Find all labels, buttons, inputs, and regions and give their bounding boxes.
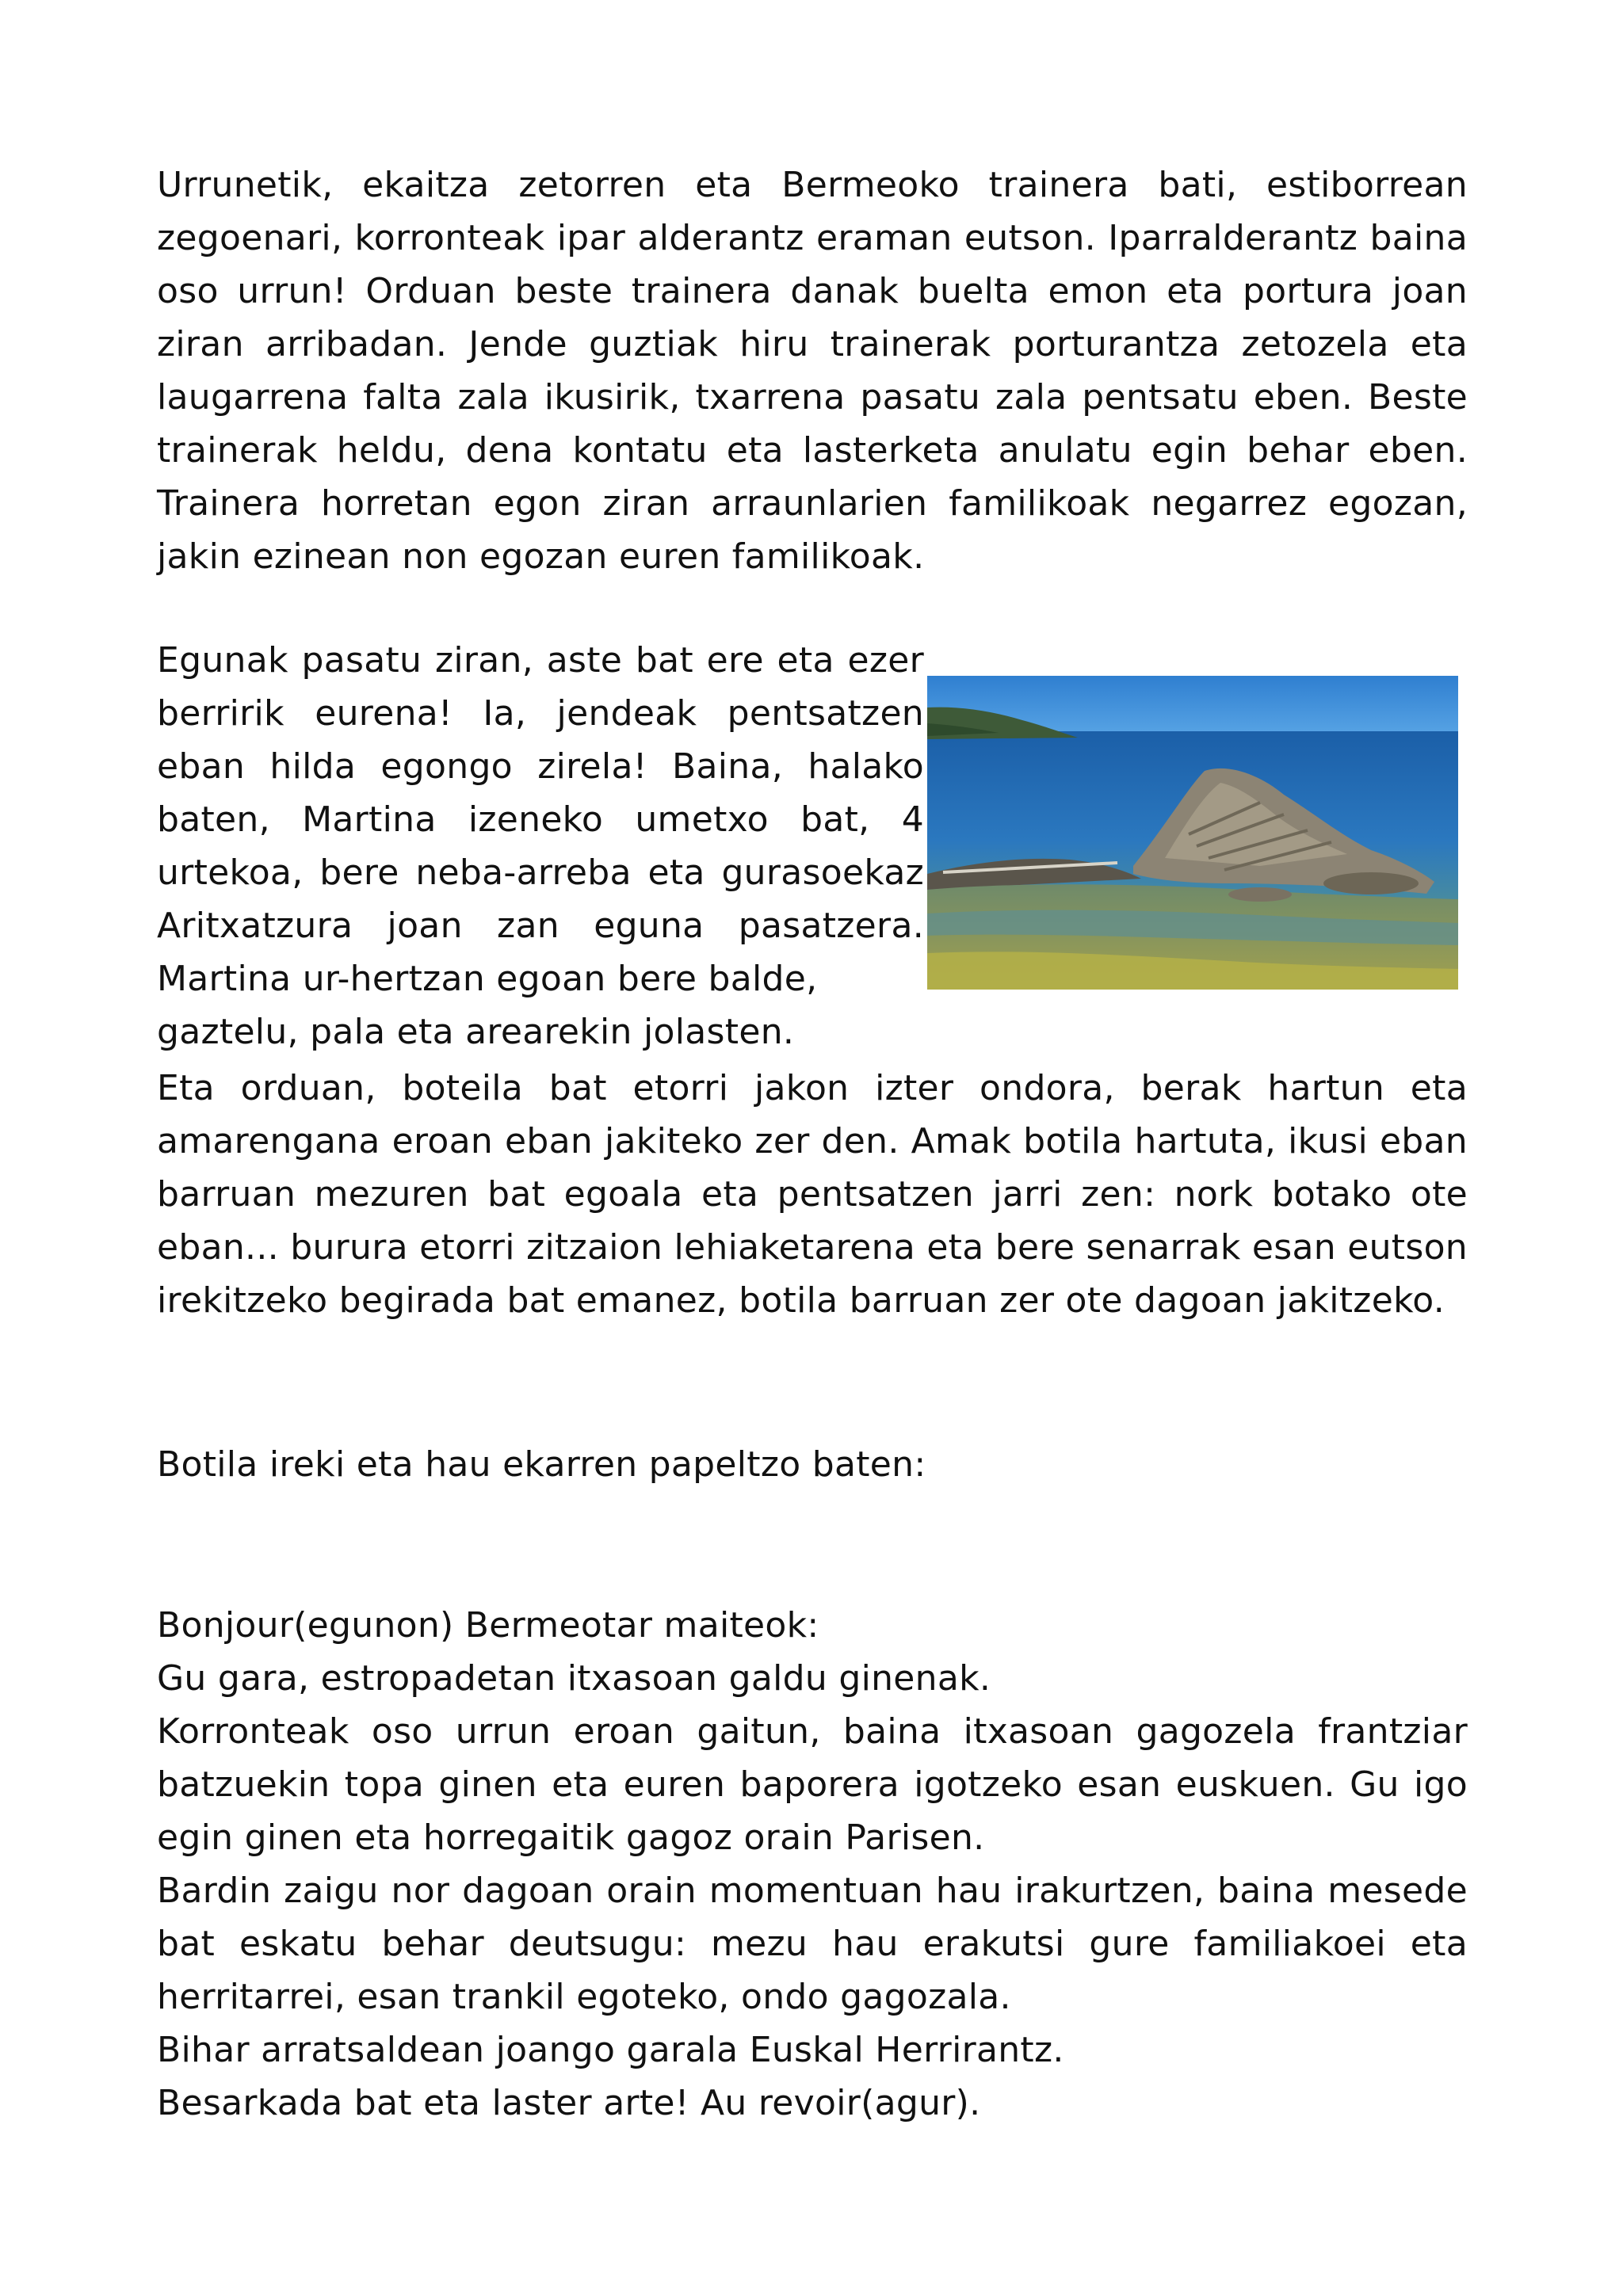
letter-line-4: Bihar arratsaldean joango garala Euskal Herrirantz.	[157, 2030, 1064, 2070]
paragraph-1: Urrunetik, ekaitza zetorren eta Bermeoko trainera bati, estiborrean zegoenari, korronteak ipar alderantz eraman eutson. Iparralderantz baina oso urrun! Orduan beste trainera danak buelta emon eta portura joan ziran arribadan. Jende guztiak hiru trainerak porturantza zetozela eta laugarrena falta zala ikusirik, txarrena pasatu zala pentsatu eben. Beste trainerak heldu, dena kontatu eta lasterketa anulatu egin behar eben. Trainera horretan egon ziran arraunlarien familikoak negarrez egozan, jakin ezinean non egozan euren familikoak.	[157, 165, 1468, 577]
paragraph-3: Eta orduan, boteila bat etorri jakon izter ondora, berak hartun eta amarengana eroan eban jakiteko zer den. Amak botila hartuta, ikusi eban barruan mezuren bat egoala eta pentsatzen jarri zen: nork botako ote eban... burura etorri zitzaion lehiaketarena eta bere senarrak esan eutson irekitzeko begirada bat emanez, botila barruan zer ote dagoan jakitzeko.	[157, 1068, 1468, 1321]
letter	[157, 1599, 1468, 2130]
letter-line-1: Gu gara, estropadetan itxasoan galdu ginenak.	[157, 1658, 991, 1699]
paragraph-4: Botila ireki eta hau ekarren papeltzo baten:	[157, 1444, 926, 1485]
coastline-photo	[927, 676, 1458, 990]
paragraph-2-end: gaztelu, pala eta arearekin jolasten.	[157, 1012, 795, 1052]
letter-greeting: Bonjour(egunon) Bermeotar maiteok:	[157, 1605, 819, 1646]
letter-line-2: Korronteak oso urrun eroan gaitun, baina itxasoan gagozela frantziar batzuekin topa ginen eta euren baporera igotzeko esan euskuen. Gu igo egin ginen eta horregaitik gagoz orain Parisen.	[157, 1711, 1468, 1858]
letter-line-3: Bardin zaigu nor dagoan orain momentuan hau irakurtzen, baina mesede bat eskatu behar deutsugu: mezu hau erakutsi gure familiakoei eta herritarrei, esan trankil egoteko, ondo gagozala.	[157, 1871, 1468, 2017]
paragraph-2-wrapped: Egunak pasatu ziran, aste bat ere eta ezer berririk eurena! Ia, jendeak pentsatzen eban hilda egongo zirela! Baina, halako baten, Martina izeneko umetxo bat, 4 urtekoa, bere neba-arreba eta gurasoekaz Aritxatzura joan zan eguna pasatzera. Martina ur-hertzan egoan bere balde,	[157, 640, 924, 999]
letter-line-5: Besarkada bat eta laster arte! Au revoir(agur).	[157, 2083, 981, 2123]
